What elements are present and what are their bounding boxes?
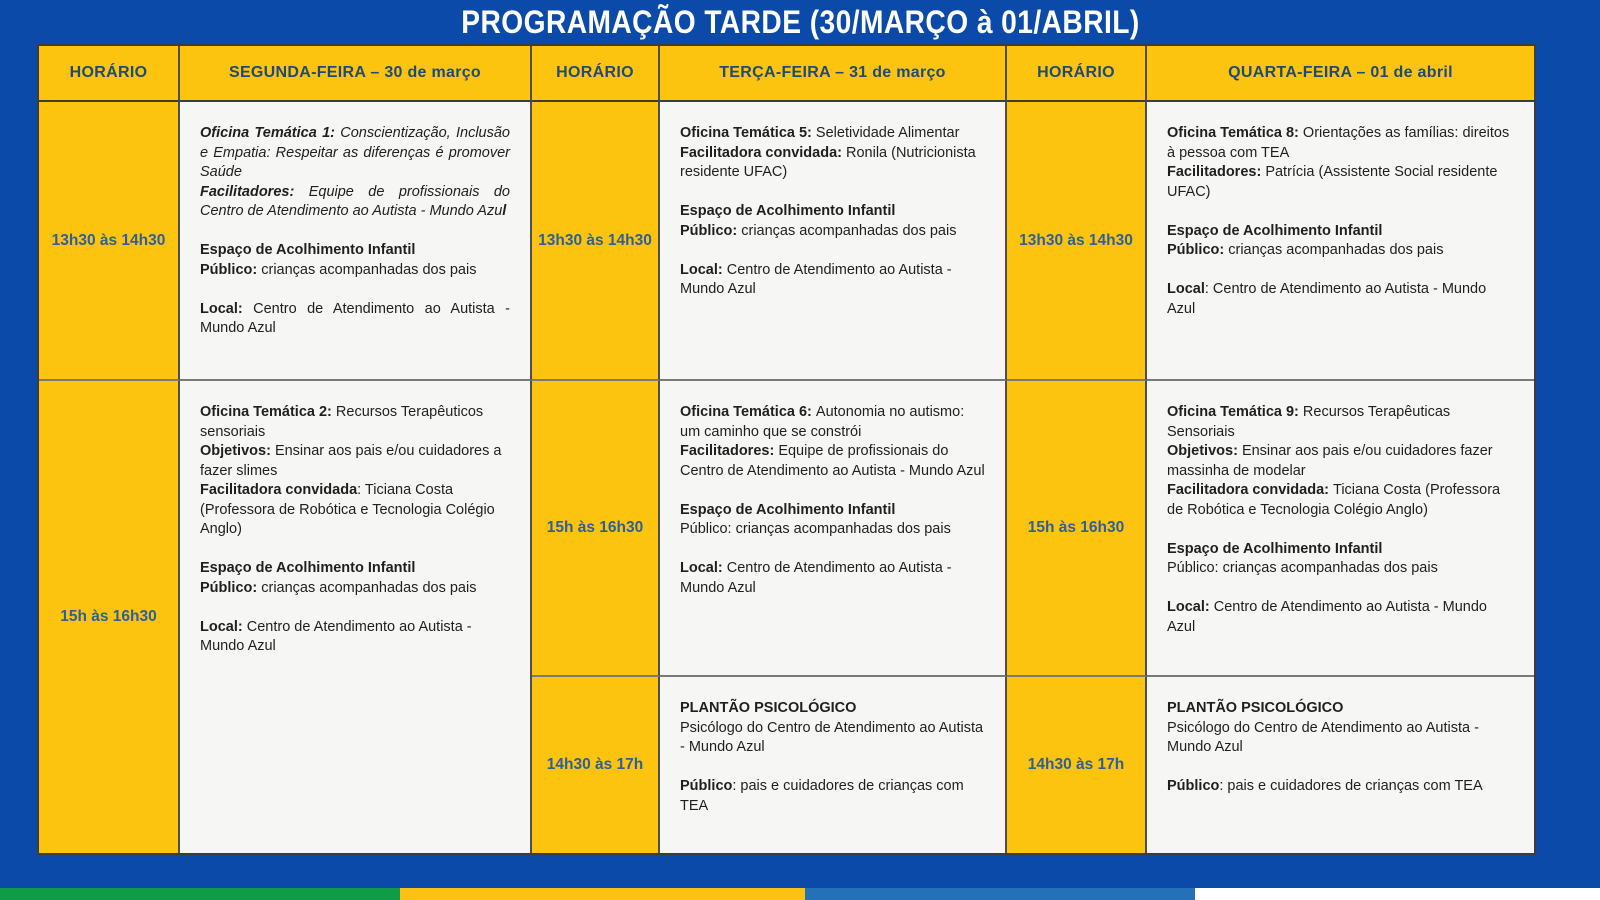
paragraph [680, 559, 985, 598]
stripe-green [0, 888, 400, 900]
text-run: Centro de Atendimento ao Autista - Mundo Azul [680, 261, 952, 297]
time-label: 14h30 às 17h [546, 756, 644, 773]
paragraph [1167, 403, 1514, 442]
text-run: Público [680, 778, 733, 794]
text-run: Espaço de Acolhimento Infantil [680, 203, 896, 219]
header-quarta-feira: QUARTA-FEIRA – 01 de abril [1147, 46, 1534, 102]
paragraph [200, 222, 510, 242]
text-run: Orientações as famílias: direitos à pessoa com TEA [1167, 125, 1510, 161]
text-run: Público: [1167, 242, 1229, 258]
paragraph [680, 777, 985, 816]
stripe-blue [805, 888, 1195, 900]
text-run: Oficina Temática 5: [680, 125, 816, 141]
paragraph [1167, 124, 1514, 163]
event-cell-quarta-0 [1147, 102, 1534, 381]
event-cell-terca-0 [660, 102, 1007, 381]
text-run: Recursos Terapêuticos sensoriais [200, 404, 484, 440]
text-run: Público: [200, 261, 262, 278]
text-run: Espaço de Acolhimento Infantil [680, 501, 896, 518]
time-label: 13h30 às 14h30 [1019, 231, 1133, 249]
header-horario-1: HORÁRIO [39, 46, 180, 102]
paragraph [1167, 163, 1514, 202]
text-run: Público: crianças acompanhadas dos pais [1167, 560, 1438, 576]
text-run: Ensinar aos pais e/ou cuidadores a fazer slimes [200, 443, 502, 479]
paragraph [680, 241, 985, 261]
text-run: crianças acompanhadas dos pais [741, 222, 957, 239]
text-run: Ticiana Costa (Professora de Robótica e Tecnologia Colégio Anglo) [1167, 482, 1501, 518]
paragraph [1167, 758, 1514, 778]
stripe-yellow [400, 888, 805, 900]
title-band [0, 0, 1600, 44]
paragraph [680, 144, 985, 183]
paragraph [680, 442, 985, 481]
text-run: Espaço de Acolhimento Infantil [1167, 222, 1383, 239]
event-cell-terca-2 [660, 677, 1007, 853]
paragraph [200, 540, 510, 560]
paragraph [200, 261, 510, 281]
text-run: Equipe de profissionais do Centro de Atendimento ao Autista - Mundo Azu [200, 183, 510, 219]
text-run: Público: [680, 222, 742, 239]
text-run: Facilitadora convidada: [680, 144, 846, 161]
paragraph [1167, 598, 1514, 637]
event-cell-segunda-0 [180, 102, 532, 381]
paragraph [680, 183, 985, 203]
time-label: 15h às 16h30 [1027, 519, 1125, 536]
paragraph [680, 403, 985, 442]
time-label: 15h às 16h30 [60, 608, 157, 625]
paragraph [680, 261, 985, 300]
text-run: crianças acompanhadas dos pais [1228, 242, 1444, 258]
text-run: Espaço de Acolhimento Infantil [200, 560, 416, 576]
paragraph [680, 758, 985, 778]
text-run: Facilitadores: [680, 443, 779, 459]
time-label: 15h às 16h30 [546, 519, 644, 536]
paragraph [1167, 719, 1514, 758]
paragraph [680, 540, 985, 560]
paragraph [200, 598, 510, 618]
text-run: Equipe de profissionais do Centro de Atendimento ao Autista - Mundo Azul [680, 443, 985, 479]
paragraph [200, 442, 510, 481]
paragraph [680, 719, 985, 758]
text-run: Ensinar aos pais e/ou cuidadores fazer massinha de modelar [1167, 443, 1493, 479]
text-run: Facilitadores: [1167, 164, 1266, 180]
paragraph [680, 699, 985, 719]
text-run: l [502, 203, 507, 219]
text-run: Facilitadora convidada: [1167, 482, 1333, 498]
text-run: : pais e cuidadores de crianças com TEA [680, 778, 964, 814]
time-cell-terca-1 [532, 381, 660, 677]
event-cell-segunda-1 [180, 381, 532, 853]
text-run: Público: [200, 579, 262, 596]
time-cell-terca-2 [532, 677, 660, 853]
paragraph [200, 618, 510, 657]
text-run: : Ticiana Costa (Professora de Robótica e Tecnologia Colégio Anglo) [200, 482, 495, 537]
text-run: PLANTÃO PSICOLÓGICO [1167, 700, 1344, 716]
time-cell-segunda-1 [39, 381, 180, 853]
event-cell-terca-1 [660, 381, 1007, 677]
footer-stripes [0, 888, 1600, 900]
paragraph [1167, 579, 1514, 599]
text-run: Local [1167, 281, 1205, 297]
text-run: Centro de Atendimento ao Autista - Mundo Azul [1167, 599, 1487, 635]
paragraph [680, 481, 985, 501]
text-run: Centro de Atendimento ao Autista - Mundo Azul [200, 618, 472, 654]
paragraph [1167, 442, 1514, 481]
time-cell-quarta-0 [1007, 102, 1147, 381]
stripe-white [1195, 888, 1600, 900]
text-run: Patrícia (Assistente Social residente UFAC) [1167, 164, 1498, 200]
paragraph [200, 403, 510, 442]
text-run: Facilitadora convidada [200, 482, 358, 498]
text-run: : pais e cuidadores de crianças com TEA [1219, 778, 1483, 794]
event-cell-quarta-2 [1147, 677, 1534, 853]
paragraph [1167, 481, 1514, 520]
text-run: Autonomia no autismo: um caminho que se constrói [680, 404, 965, 440]
paragraph [680, 501, 985, 521]
paragraph [200, 241, 510, 261]
text-run: crianças acompanhadas dos pais [261, 579, 477, 596]
paragraph [1167, 202, 1514, 222]
paragraph [1167, 520, 1514, 540]
text-run: Espaço de Acolhimento Infantil [200, 242, 416, 258]
paragraph [1167, 222, 1514, 242]
text-run: Facilitadores: [200, 183, 309, 200]
text-run: Conscientização, Inclusão e Empatia: Respeitar as diferenças é promover Saúde [200, 125, 510, 180]
text-run: Centro de Atendimento ao Autista - Mundo Azul [680, 560, 952, 596]
text-run: Oficina Temática 2: [200, 404, 336, 420]
paragraph [200, 481, 510, 540]
paragraph [1167, 559, 1514, 579]
text-run: Público: crianças acompanhadas dos pais [680, 521, 951, 537]
paragraph [200, 124, 510, 183]
time-cell-segunda-0 [39, 102, 180, 381]
text-run: Psicólogo do Centro de Atendimento ao Autista - Mundo Azul [680, 719, 984, 755]
paragraph [1167, 261, 1514, 281]
text-run: Espaço de Acolhimento Infantil [1167, 540, 1383, 557]
text-run: Local: [680, 261, 727, 278]
text-run: crianças acompanhadas dos pais [261, 261, 477, 278]
paragraph [200, 579, 510, 599]
text-run: : Centro de Atendimento ao Autista - Mundo Azul [1167, 281, 1487, 317]
text-run: Local: [200, 618, 247, 635]
time-label: 14h30 às 17h [1027, 756, 1125, 773]
text-run: Oficina Temática 6: [680, 404, 816, 420]
text-run: Recursos Terapêuticas Sensoriais [1167, 404, 1451, 440]
paragraph [1167, 699, 1514, 719]
text-run: Local: [1167, 599, 1214, 615]
paragraph [200, 559, 510, 579]
text-run: Local: [680, 560, 727, 576]
header-segunda-feira: SEGUNDA-FEIRA – 30 de março [180, 46, 532, 102]
time-label: 13h30 às 14h30 [538, 231, 652, 249]
text-run: Oficina Temática 8: [1167, 125, 1303, 141]
text-run: Oficina Temática 9: [1167, 404, 1303, 420]
schedule-table [37, 44, 1536, 855]
event-cell-quarta-1 [1147, 381, 1534, 677]
paragraph [1167, 777, 1514, 797]
text-run: Psicólogo do Centro de Atendimento ao Autista - Mundo Azul [1167, 719, 1479, 755]
text-run: Seletividade Alimentar [815, 125, 960, 141]
text-run: Objetivos: [200, 443, 275, 459]
text-run: Local: [200, 300, 254, 317]
paragraph [1167, 241, 1514, 261]
paragraph [680, 520, 985, 540]
paragraph [680, 202, 985, 222]
paragraph [200, 183, 510, 222]
time-label: 13h30 às 14h30 [51, 231, 166, 249]
paragraph [200, 300, 510, 339]
paragraph [680, 222, 985, 242]
header-horario-3: HORÁRIO [1007, 46, 1147, 102]
time-cell-quarta-1 [1007, 381, 1147, 677]
paragraph [1167, 540, 1514, 560]
header-terca-feira: TERÇA-FEIRA – 31 de março [660, 46, 1007, 102]
paragraph [1167, 280, 1514, 319]
page-title: PROGRAMAÇÃO TARDE (30/MARÇO à 01/ABRIL) [460, 3, 1140, 40]
header-horario-2: HORÁRIO [532, 46, 660, 102]
text-run: PLANTÃO PSICOLÓGICO [680, 700, 857, 716]
text-run: Ronila (Nutricionista residente UFAC) [680, 144, 976, 180]
text-run: Centro de Atendimento ao Autista - Mundo Azul [200, 300, 510, 336]
text-run: Oficina Temática 1: [200, 125, 341, 141]
paragraph [200, 280, 510, 300]
text-run: Objetivos: [1167, 443, 1242, 459]
time-cell-terca-0 [532, 102, 660, 381]
text-run: Público [1167, 778, 1220, 794]
paragraph [680, 124, 985, 144]
time-cell-quarta-2 [1007, 677, 1147, 853]
